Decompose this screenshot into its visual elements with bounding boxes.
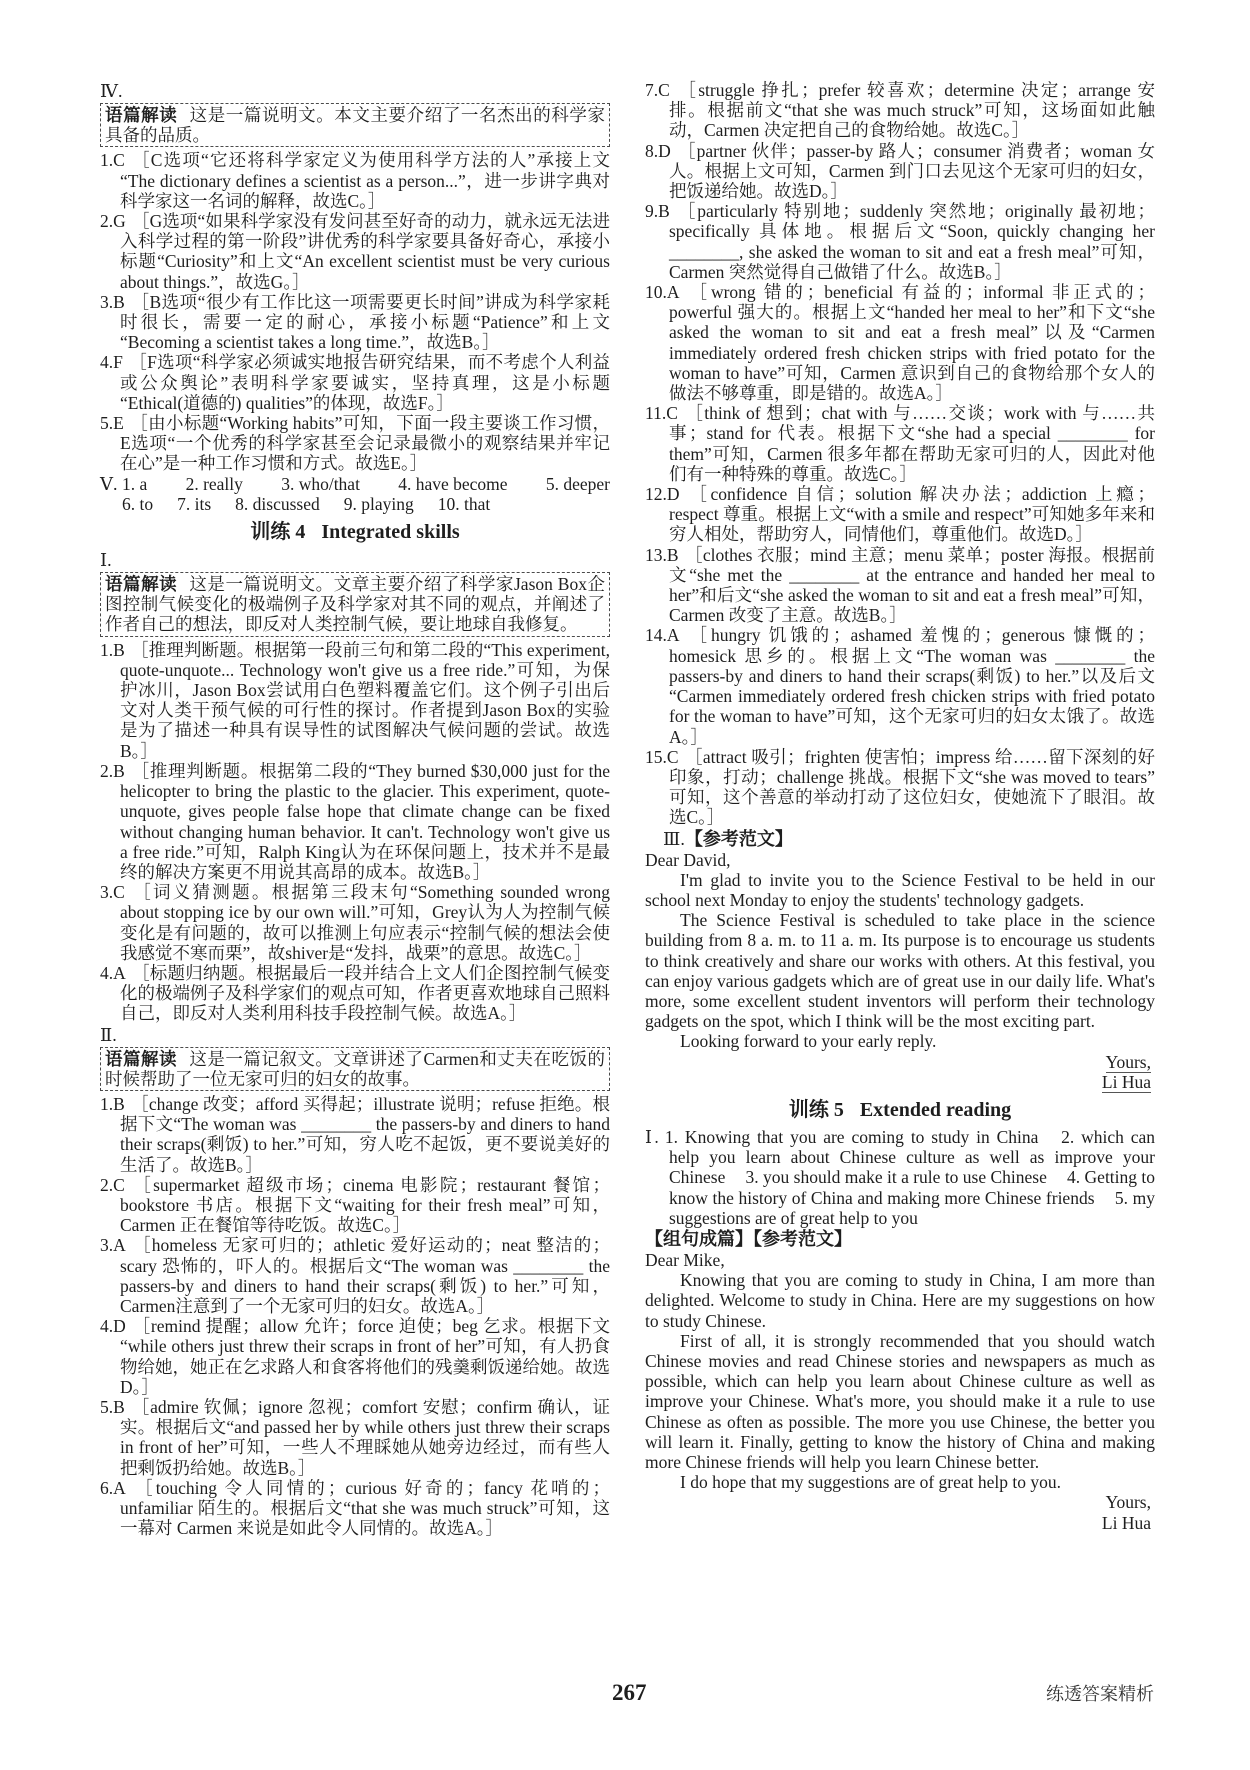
answer-item	[100, 211, 610, 292]
section-label-ii: Ⅱ.	[100, 1024, 117, 1045]
item-number: 10.A	[645, 282, 680, 303]
sentence-answer: 1. Knowing that you are coming to study in China	[664, 1126, 1039, 1147]
letter-salutation: Dear Mike,	[645, 1249, 725, 1270]
item-explanation: ［由小标题“Working habits”可知，下面一段主要谈工作习惯，E选项“一个优秀的科学家甚至会记录最微小的观察结果并牢记在心”是一种工作习惯和方式。故选E。］	[120, 413, 610, 474]
section-label-iii-row	[645, 828, 1155, 850]
answer-item	[100, 413, 610, 474]
item-explanation: ［wrong 错的；beneficial 有益的；informal 非正式的；powerful 强大的。根据上文“handed her meal to her”和下文“she asked the woman to sit and eat a fresh meal”以及“Carmen immediately ordered fresh chicken strips with fried potato for the woman to have”可知，Carmen 意识到自己的食物给那个女人的做法不够尊重，即是错的。故选A。］	[669, 282, 1155, 404]
item-explanation: ［C选项“它还将科学家定义为使用科学方法的人”承接上文“The dictionary defines a scientist as a person...”，进一步讲字典对科学家这一名词的解释，故选C。］	[120, 150, 610, 211]
answer-item	[100, 1175, 610, 1236]
item-explanation: ［change 改变；afford 买得起；illustrate 说明；refuse 拒绝。根据下文“The woman was ________ the passers-by and diners to hand their scraps(剩饭) to her.”可知，穷人吃不起饭，更不要说美好的生活了。故选B。］	[120, 1093, 610, 1175]
answer-item	[100, 640, 610, 761]
letter-salutation: Dear David,	[645, 849, 731, 870]
passage-summary-box	[100, 572, 610, 637]
fill-answer: 3. who/that	[281, 473, 360, 494]
item-number: 15.C	[645, 746, 679, 767]
letter-paragraph: I'm glad to invite you to the Science Festival to be held in our school next Monday to enjoy the students' technology gadgets.	[645, 869, 1155, 910]
section-label-i: Ⅰ.	[100, 550, 112, 571]
fill-answer: 8. discussed	[235, 493, 320, 514]
page-number: 267	[612, 1680, 647, 1705]
answer-item	[645, 545, 1155, 626]
sentence-answer: 5. my suggestions are of great help to you	[669, 1187, 1155, 1228]
model-letter	[645, 850, 1155, 1092]
letter-paragraph: The Science Festival is scheduled to take place in the science building from 8 a. m. to 11 a. m. Its purpose is to encourage us students to think creatively and share our works with others. At this festival, you can enjoy various gadgets which are of great use in our daily life. What's more, some excellent student inventors will perform their technology gadgets on the spot, which I think will be the most exciting part.	[645, 910, 1155, 1032]
item-number: 5.E	[100, 413, 124, 434]
item-explanation: ［推理判断题。根据第一段前三句和第二段的“This experiment, quote-unquote... Technology won't give us a free ride.”可知，为保护冰川，Jason Box尝试用白色塑料覆盖它们。这个例子引出后文对人类干预气候的可行性的探讨。作者提到Jason Box的实验是为了描述一种具有误导性的试图解决气候问题的尝试。故选B。］	[120, 639, 610, 761]
unit-title: Integrated skills	[321, 521, 460, 544]
fill-answer: 1. a	[122, 473, 148, 494]
item-explanation: ［particularly 特别地；suddenly 突然地；originally 最初地；specifically 具体地。根据后文“Soon, quickly changing her ________, she asked the woman to sit and eat a fresh meal”可知，Carmen 突然觉得自己做错了什么。故选B。］	[669, 201, 1155, 282]
fill-answer: 9. playing	[343, 493, 414, 514]
item-number: 12.D	[645, 484, 680, 505]
fill-answer: 5. deeper	[545, 473, 610, 494]
item-explanation: ［推理判断题。根据第二段的“They burned $30,000 just for the helicopter to bring the plastic to the glacier. This experiment, quote-unquote, gives people false hope that climate change can be fixed without changing human behavior. It can't. Technology won't give us a free ride.”可知，Ralph King认为在环保问题上，技术并不是最终的解决方案更不用说其高昂的成本。故选B。］	[120, 760, 610, 882]
item-explanation: ［homeless 无家可归的；athletic 爱好运动的；neat 整洁的；scary 恐怖的，吓人的。根据后文“The woman was ________ the passers-by and diners to hand their scraps(剩饭) to her.”可知，Carmen注意到了一个无家可归的妇女。故选A。］	[120, 1235, 610, 1316]
answer-group	[122, 474, 610, 494]
answer-item	[100, 1235, 610, 1316]
answer-item	[645, 282, 1155, 403]
answer-item	[100, 1478, 610, 1539]
answer-item	[100, 1094, 610, 1175]
answer-item	[645, 141, 1155, 202]
item-number: 9.B	[645, 201, 670, 222]
item-number: 3.A	[100, 1235, 126, 1256]
answer-item	[100, 761, 610, 882]
unit-number: 训练 4	[250, 521, 306, 544]
item-number: 3.C	[100, 882, 125, 903]
answer-item	[645, 747, 1155, 828]
summary-text: 这是一篇说明文。文章主要介绍了科学家Jason Box企图控制气候变化的极端例子及科学家对其不同的观点，并阐述了作者自己的想法，即反对人类控制气候，要让地球自我修复。	[105, 574, 606, 635]
item-number: 3.B	[100, 291, 125, 312]
letter-paragraph: Knowing that you are coming to study in China, I am more than delighted. Welcome to study in China. Here are my suggestions on how to study Chinese.	[645, 1270, 1155, 1331]
item-explanation: ［confidence 自信；solution 解决办法；addiction 上瘾；respect 尊重。根据上文“with a smile and respect”可知她多年来和穷人相处，帮助穷人，同情他们，尊重他们。故选D。］	[669, 484, 1155, 545]
unit-number: 训练 5	[788, 1098, 844, 1121]
answer-item	[100, 1316, 610, 1397]
section-label-iv: Ⅳ.	[100, 81, 123, 101]
item-number: 13.B	[645, 544, 679, 565]
answer-item	[100, 150, 610, 211]
answer-item	[645, 625, 1155, 746]
item-explanation: ［标题归纳题。根据最后一段并结合上文人们企图控制气候变化的极端例子及科学家们的观点可知，作者更喜欢地球自己照料自己，即反对人类利用科技手段控制气候。故选A。］	[120, 962, 610, 1024]
summary-tag: 语篇解读	[105, 1048, 178, 1069]
summary-text: 这是一篇记叙文。文章讲述了Carmen和丈夫在吃饭的时候帮助了一位无家可归的妇女的故事。	[105, 1048, 605, 1089]
item-number: 2.G	[100, 211, 126, 232]
summary-tag: 语篇解读	[105, 574, 178, 595]
passage-summary-box	[100, 103, 610, 147]
letter-closing: Yours,	[1105, 1051, 1151, 1072]
letter-closing-row	[645, 1052, 1155, 1072]
unit-heading	[645, 1097, 1155, 1123]
item-explanation: ［partner 伙伴；passer-by 路人；consumer 消费者；woman 女人。根据上文可知，Carmen 到门口去见这个无家可归的妇女，把饭递给她。故选D。］	[669, 140, 1155, 202]
item-number: 7.C	[645, 80, 670, 100]
section-label-iii: Ⅲ.	[663, 828, 685, 849]
summary-text: 这是一篇说明文。本文主要介绍了一名杰出的科学家具备的品质。	[105, 105, 606, 146]
item-number: 4.D	[100, 1316, 126, 1337]
sentence-answer: 3. you should make it a rule to use Chinese	[745, 1167, 1047, 1188]
item-explanation: ［remind 提醒；allow 允许；force 迫使；beg 乞求。根据下文“while others just threw their scraps in front of her”可知，有人扔食物给她，她正在乞求路人和食客将他们的残羹剩饭递给她。故选D。］	[120, 1316, 610, 1397]
item-number: 2.C	[100, 1174, 125, 1195]
item-explanation: ［supermarket 超级市场；cinema 电影院；restaurant 餐馆；bookstore 书店。根据下文“waiting for their fresh meal”可知，Carmen 正在餐馆等待吃饭。故选C。］	[120, 1174, 610, 1236]
answer-item	[100, 963, 610, 1024]
letter-paragraph: Looking forward to your early reply.	[680, 1031, 937, 1052]
item-number: 1.B	[100, 639, 125, 660]
item-explanation: ［touching 令人同情的；curious 好奇的；fancy 花哨的；unfamiliar 陌生的。根据后文“that she was much struck”可知，这一幕对 Carmen 来说是如此令人同情的。故选A。］	[120, 1477, 610, 1539]
item-number: 11.C	[645, 403, 678, 424]
item-number: 1.B	[100, 1093, 125, 1114]
item-number: 4.F	[100, 352, 123, 373]
item-explanation: ［F选项“科学家必须诚实地报告研究结果，而不考虑个人利益或公众舆论”表明科学家要诚实，坚持真理，这是小标题“Ethical(道德的) qualities”的体现，故选F。］	[120, 352, 610, 413]
fill-answer: 7. its	[177, 493, 212, 514]
item-explanation: ［B选项“很少有工作比这一项需要更长时间”讲成为科学家耗时很长，需要一定的耐心，承接小标题“Patience”和上文“Becoming a scientist takes a long time.”，故选B。］	[120, 291, 610, 353]
answer-item	[100, 1397, 610, 1478]
item-explanation: ［词义猜测题。根据第三段末句“Something sounded wrong about stopping ice by our own will.”可知，Grey认为人为控制气候变化是有问题的，故可以推测上句应表示“控制气候的想法会使我感觉不寒而栗”，故shiver是“发抖，战栗”的意思。故选C。］	[120, 882, 610, 963]
unit-heading	[100, 519, 610, 545]
answer-item	[100, 882, 610, 963]
sentence-answer: 2. which can help you learn about Chinese culture as well as improve your Chinese	[669, 1126, 1156, 1188]
answer-item	[645, 201, 1155, 282]
answer-item	[100, 352, 610, 413]
summary-tag: 语篇解读	[105, 105, 178, 125]
item-explanation: ［hungry 饥饿的；ashamed 羞愧的；generous 慷慨的；homesick 思乡的。根据上文“The woman was ________ the passers-by and diners to hand their scraps(剩饭) to her.”以及后文“Carmen immediately ordered fresh chicken strips with fried potato for the woman to have”可知，这个无家可归的妇女太饿了。故选A。］	[669, 625, 1155, 747]
sentence-answers	[645, 1127, 1155, 1228]
item-explanation: ［G选项“如果科学家没有发问甚至好奇的动力，就永远无法进入科学过程的第一阶段”讲优秀的科学家要具备好奇心，承接小标题“Curiosity”和上文“An excellent scientist must be very curious about things.”，故选G。］	[120, 211, 610, 292]
fill-answer: 2. really	[185, 473, 243, 494]
letter-paragraph: I do hope that my suggestions are of great help to you.	[680, 1472, 1062, 1493]
item-number: 5.B	[100, 1396, 125, 1417]
section-v-answers-line-1	[100, 474, 610, 494]
model-essay-title-row	[645, 1228, 1155, 1250]
right-column	[645, 80, 1155, 1533]
answer-item	[645, 403, 1155, 484]
section-label-i: Ⅰ.	[645, 1126, 659, 1147]
item-number: 2.B	[100, 760, 125, 781]
item-number: 8.D	[645, 140, 671, 161]
item-explanation: ［think of 想到；chat with 与……交谈；work with 与……共事；stand for 代表。根据下文“she had a special ________ for them”可知，Carmen 很多年都在帮助无家可归的人，因此对他们有一种特殊的尊重。故选C。］	[669, 403, 1155, 484]
section-v-answers-line-2	[100, 494, 610, 514]
letter-signature: Li Hua	[1101, 1071, 1151, 1092]
letter-closing: Yours,	[1105, 1492, 1151, 1513]
item-number: 6.A	[100, 1477, 126, 1498]
item-explanation: ［attract 吸引；frighten 使害怕；impress 给……留下深刻的好印象，打动；challenge 挑战。根据下文“she was moved to tears”可知，这个善意的举动打动了这位妇女，使她流下了眼泪。故选C。］	[669, 746, 1155, 828]
sentence-answer: 4. Getting to know the history of China and making more Chinese friends	[669, 1167, 1156, 1208]
answer-item	[100, 292, 610, 353]
item-explanation: ［clothes 衣服；mind 主意；menu 菜单；poster 海报。根据前文“she met the ________ at the entrance and handed her meal to her”和后文“she asked the woman to sit and eat a fresh meal”可知，Carmen 改变了主意。故选B。］	[669, 544, 1155, 626]
footer-book-label: 练透答案精析	[1046, 1684, 1154, 1705]
item-explanation: ［struggle 挣扎；prefer 较喜欢；determine 决定；arrange 安排。根据前文“that she was much struck”可知，这场面如此触动，Carmen 决定把自己的食物给她。故选C。］	[669, 80, 1155, 141]
passage-summary-box	[100, 1047, 610, 1091]
answer-item	[645, 80, 1155, 141]
fill-answer: 10. that	[437, 493, 491, 514]
fill-answer: 4. have become	[398, 473, 508, 494]
answer-item	[645, 484, 1155, 545]
item-number: 4.A	[100, 962, 126, 983]
item-number: 14.A	[645, 625, 680, 646]
left-column	[100, 80, 610, 1538]
unit-title: Extended reading	[859, 1098, 1012, 1121]
model-letter	[645, 1250, 1155, 1533]
fill-answer: 6. to	[122, 493, 154, 514]
model-essay-title: 【参考范文】	[684, 828, 793, 849]
item-explanation: ［admire 钦佩；ignore 忽视；comfort 安慰；confirm 确认，证实。根据后文“and passed her by while others just threw their scraps in front of her”可知，一些人不理睬她从她旁边经过，而有些人把剩饭扔给她。故选B。］	[120, 1396, 610, 1478]
letter-signature-row	[645, 1072, 1155, 1092]
letter-signature: Li Hua	[1101, 1512, 1151, 1533]
section-label-v: Ⅴ.	[100, 473, 118, 494]
item-number: 1.C	[100, 150, 125, 171]
model-essay-title: 【组句成篇】【参考范文】	[645, 1228, 852, 1249]
letter-paragraph: First of all, it is strongly recommended that you should watch Chinese movies and read Chinese stories and newspapers as much as possible, which can help you learn about Chinese culture as well as improve your Chinese. What's more, you should make it a rule to use Chinese as often as possible. The more you use Chinese, the better you will learn it. Finally, getting to know the history of China and making more Chinese friends will help you learn Chinese better.	[645, 1330, 1155, 1472]
